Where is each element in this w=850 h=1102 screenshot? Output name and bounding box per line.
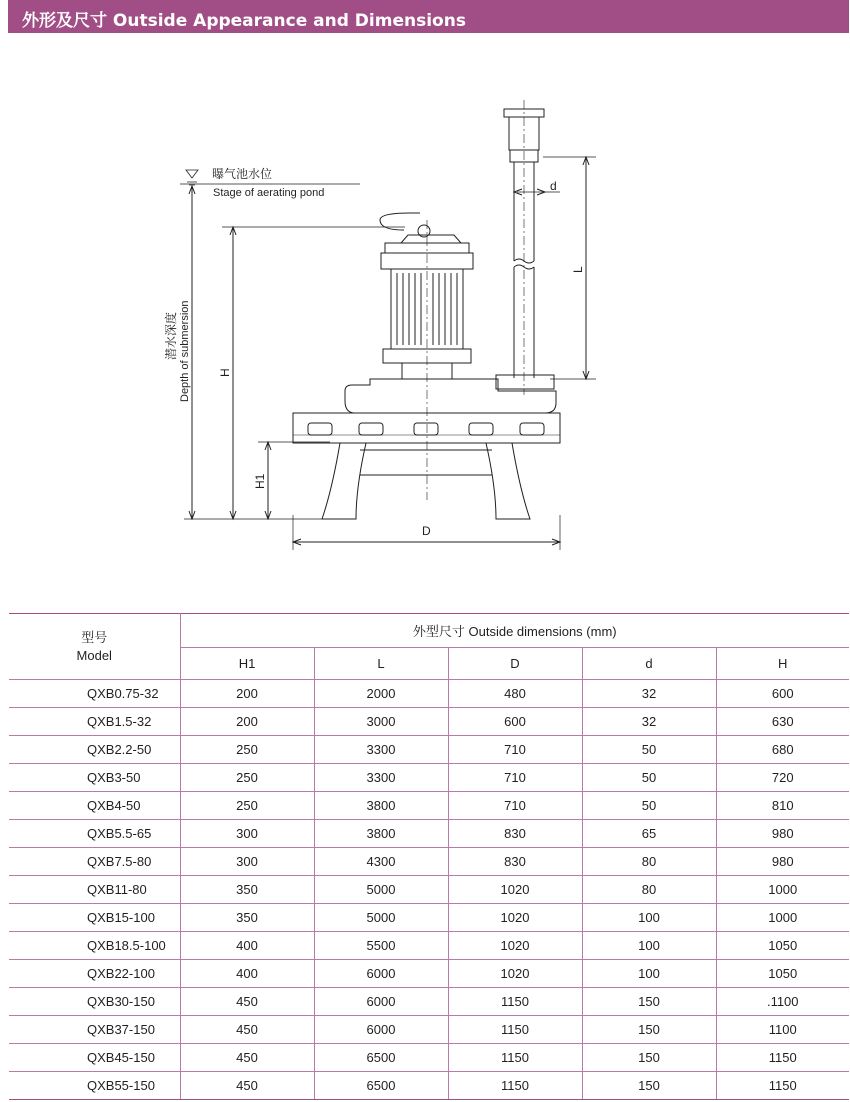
model-cell: QXB22-100 xyxy=(9,960,180,988)
l-label: L xyxy=(571,266,585,273)
table-row xyxy=(9,988,849,1016)
column-header-l: L xyxy=(314,648,448,680)
d-cell: 100 xyxy=(582,960,716,988)
h-cell: 1050 xyxy=(716,932,849,960)
model-header-en: Model xyxy=(76,647,112,663)
h1-cell: 200 xyxy=(180,680,314,708)
h1-cell: 350 xyxy=(180,876,314,904)
d-cell: 150 xyxy=(582,1044,716,1072)
h1-cell: 450 xyxy=(180,1016,314,1044)
model-cell: QXB7.5-80 xyxy=(9,848,180,876)
d-outer-cell: 710 xyxy=(448,736,582,764)
header-bar xyxy=(8,0,849,33)
page-title: 外形及尺寸 Outside Appearance and Dimensions xyxy=(22,11,466,31)
l-cell: 3300 xyxy=(314,736,448,764)
model-cell: QXB18.5-100 xyxy=(9,932,180,960)
l-cell: 6500 xyxy=(314,1072,448,1100)
table-row xyxy=(9,820,849,848)
h-cell: 1150 xyxy=(716,1072,849,1100)
l-cell: 4300 xyxy=(314,848,448,876)
d-cell: 50 xyxy=(582,736,716,764)
d-outer-cell: 600 xyxy=(448,708,582,736)
d-outer-cell: 710 xyxy=(448,792,582,820)
h-cell: 720 xyxy=(716,764,849,792)
h1-cell: 400 xyxy=(180,960,314,988)
l-cell: 5000 xyxy=(314,876,448,904)
l-cell: 3300 xyxy=(314,764,448,792)
water-level-icon xyxy=(186,170,198,185)
table-row xyxy=(9,1044,849,1072)
d-cell: 100 xyxy=(582,904,716,932)
d-outer-cell: 1150 xyxy=(448,1044,582,1072)
model-cell: QXB30-150 xyxy=(9,988,180,1016)
dimension-drawing xyxy=(0,95,850,565)
d-outer-cell: 710 xyxy=(448,764,582,792)
model-cell: QXB11-80 xyxy=(9,876,180,904)
l-cell: 6500 xyxy=(314,1044,448,1072)
d-outer-cell: 1150 xyxy=(448,1016,582,1044)
pump-base xyxy=(293,413,560,519)
d-outer-cell: 830 xyxy=(448,820,582,848)
d-outer-cell: 1020 xyxy=(448,960,582,988)
l-cell: 6000 xyxy=(314,1016,448,1044)
h-cell: 600 xyxy=(716,680,849,708)
dimensions-table xyxy=(9,613,849,1100)
d-outer-cell: 1150 xyxy=(448,1072,582,1100)
model-cell: QXB0.75-32 xyxy=(9,680,180,708)
h1-cell: 250 xyxy=(180,764,314,792)
d-cell: 80 xyxy=(582,876,716,904)
model-cell: QXB4-50 xyxy=(9,792,180,820)
table-row xyxy=(9,876,849,904)
d-outer-cell: 1150 xyxy=(448,988,582,1016)
h1-dimension xyxy=(258,442,330,519)
depth-dimension xyxy=(184,186,330,519)
d-outer-label: D xyxy=(422,524,431,538)
h-cell: .1100 xyxy=(716,988,849,1016)
table-row xyxy=(9,1072,849,1100)
h1-cell: 200 xyxy=(180,708,314,736)
h-cell: 980 xyxy=(716,848,849,876)
table-row xyxy=(9,736,849,764)
table-body xyxy=(9,680,849,1100)
model-cell: QXB55-150 xyxy=(9,1072,180,1100)
table-row xyxy=(9,680,849,708)
table-row xyxy=(9,1016,849,1044)
d-outer-cell: 480 xyxy=(448,680,582,708)
column-header-d: d xyxy=(582,648,716,680)
table-row xyxy=(9,848,849,876)
h1-cell: 250 xyxy=(180,792,314,820)
h1-cell: 450 xyxy=(180,1072,314,1100)
h-cell: 1150 xyxy=(716,1044,849,1072)
d-cell: 150 xyxy=(582,1016,716,1044)
table-row xyxy=(9,764,849,792)
h1-cell: 400 xyxy=(180,932,314,960)
h-cell: 1100 xyxy=(716,1016,849,1044)
model-cell: QXB1.5-32 xyxy=(9,708,180,736)
h1-cell: 300 xyxy=(180,820,314,848)
d-cell: 50 xyxy=(582,764,716,792)
model-header xyxy=(9,614,180,680)
column-header-h: H xyxy=(716,648,849,680)
d-outer-cell: 830 xyxy=(448,848,582,876)
h-cell: 980 xyxy=(716,820,849,848)
d-cell: 32 xyxy=(582,680,716,708)
table-row xyxy=(9,904,849,932)
l-cell: 3000 xyxy=(314,708,448,736)
d-cell: 32 xyxy=(582,708,716,736)
h-cell: 1000 xyxy=(716,904,849,932)
column-header-d-outer: D xyxy=(448,648,582,680)
l-cell: 6000 xyxy=(314,988,448,1016)
h1-cell: 350 xyxy=(180,904,314,932)
model-cell: QXB5.5-65 xyxy=(9,820,180,848)
model-cell: QXB15-100 xyxy=(9,904,180,932)
l-cell: 5500 xyxy=(314,932,448,960)
model-cell: QXB2.2-50 xyxy=(9,736,180,764)
l-cell: 3800 xyxy=(314,820,448,848)
table-row xyxy=(9,792,849,820)
l-cell: 3800 xyxy=(314,792,448,820)
d-cell: 150 xyxy=(582,1072,716,1100)
motor-body xyxy=(380,213,473,500)
model-cell: QXB37-150 xyxy=(9,1016,180,1044)
water-level-cn-label: 曝气池水位 xyxy=(212,167,273,181)
model-cell: QXB3-50 xyxy=(9,764,180,792)
h1-label: H1 xyxy=(253,473,267,489)
h-cell: 680 xyxy=(716,736,849,764)
d-cell: 100 xyxy=(582,932,716,960)
h-cell: 1000 xyxy=(716,876,849,904)
table-row xyxy=(9,708,849,736)
table-row xyxy=(9,932,849,960)
pump-volute xyxy=(345,379,556,413)
d-label: d xyxy=(550,179,557,193)
d-cell: 150 xyxy=(582,988,716,1016)
h1-cell: 300 xyxy=(180,848,314,876)
d-cell: 65 xyxy=(582,820,716,848)
table-row xyxy=(9,960,849,988)
dimensions-header: 外型尺寸 Outside dimensions (mm) xyxy=(180,614,849,648)
model-header-cn: 型号 xyxy=(81,629,108,645)
d-cell: 50 xyxy=(582,792,716,820)
guide-pipe xyxy=(496,100,554,395)
model-cell: QXB45-150 xyxy=(9,1044,180,1072)
h-label: H xyxy=(218,368,232,377)
h1-cell: 450 xyxy=(180,988,314,1016)
depth-en-label: Depth of submersion xyxy=(179,300,191,402)
depth-cn-label: 潜水深度 xyxy=(164,311,178,360)
h-cell: 630 xyxy=(716,708,849,736)
d-outer-cell: 1020 xyxy=(448,904,582,932)
h1-cell: 450 xyxy=(180,1044,314,1072)
l-cell: 5000 xyxy=(314,904,448,932)
d-outer-cell: 1020 xyxy=(448,932,582,960)
h-cell: 1050 xyxy=(716,960,849,988)
d-cell: 80 xyxy=(582,848,716,876)
l-cell: 2000 xyxy=(314,680,448,708)
column-header-h1: H1 xyxy=(180,648,314,680)
l-cell: 6000 xyxy=(314,960,448,988)
d-outer-cell: 1020 xyxy=(448,876,582,904)
water-level-en-label: Stage of aerating pond xyxy=(213,187,325,199)
h-cell: 810 xyxy=(716,792,849,820)
h1-cell: 250 xyxy=(180,736,314,764)
